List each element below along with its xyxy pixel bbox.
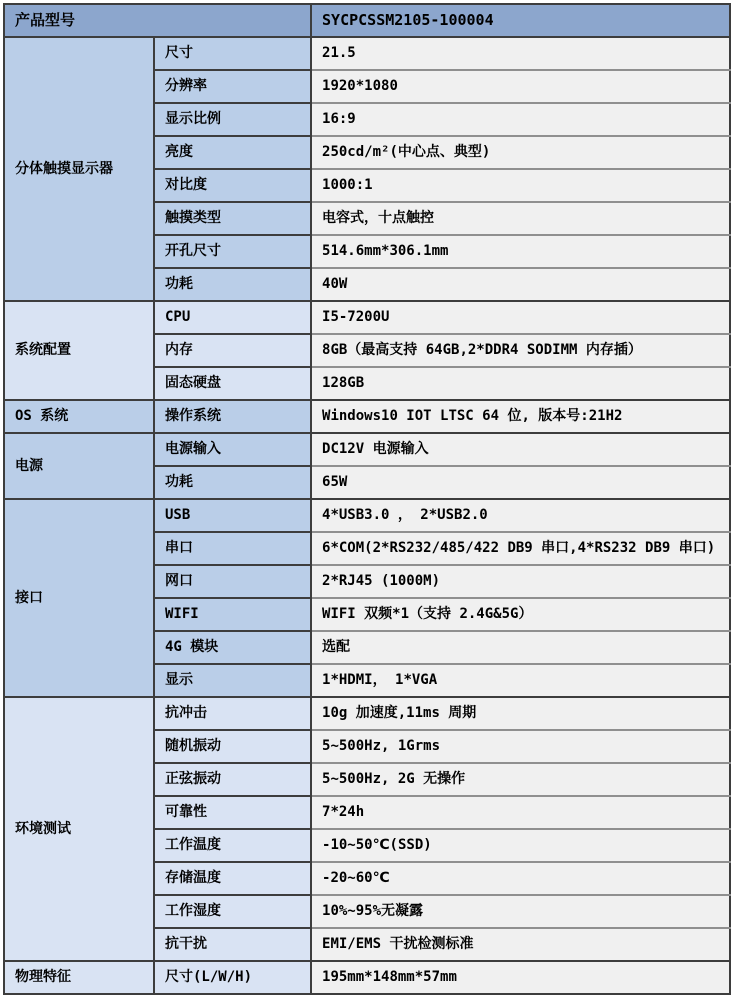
- attribute-label-cell: 尺寸: [154, 37, 311, 70]
- attribute-value-cell: 250cd/m²(中心点、典型): [311, 136, 730, 169]
- attribute-label-cell: 可靠性: [154, 796, 311, 829]
- attribute-label-cell: 固态硬盘: [154, 367, 311, 400]
- product-spec-table: [3, 3, 731, 995]
- section-name-cell: 接口: [4, 499, 154, 697]
- spec-row: [4, 697, 730, 730]
- attribute-label-cell: 开孔尺寸: [154, 235, 311, 268]
- attribute-value-cell: 10%~95%无凝露: [311, 895, 730, 928]
- spec-row: [4, 301, 730, 334]
- attribute-value-cell: 195mm*148mm*57mm: [311, 961, 730, 994]
- attribute-label-cell: USB: [154, 499, 311, 532]
- attribute-value-cell: 514.6mm*306.1mm: [311, 235, 730, 268]
- spec-row: [4, 400, 730, 433]
- attribute-label-cell: 随机振动: [154, 730, 311, 763]
- section-name-cell: 分体触摸显示器: [4, 37, 154, 301]
- attribute-value-cell: 1000:1: [311, 169, 730, 202]
- attribute-value-cell: 选配: [311, 631, 730, 664]
- attribute-value-cell: DC12V 电源输入: [311, 433, 730, 466]
- attribute-value-cell: 4*USB3.0 ， 2*USB2.0: [311, 499, 730, 532]
- section-name-cell: 环境测试: [4, 697, 154, 961]
- section-name-cell: 物理特征: [4, 961, 154, 994]
- attribute-value-cell: 128GB: [311, 367, 730, 400]
- attribute-label-cell: 内存: [154, 334, 311, 367]
- attribute-value-cell: 1920*1080: [311, 70, 730, 103]
- attribute-label-cell: 操作系统: [154, 400, 311, 433]
- attribute-value-cell: 7*24h: [311, 796, 730, 829]
- attribute-label-cell: 工作温度: [154, 829, 311, 862]
- attribute-value-cell: EMI/EMS 干扰检测标准: [311, 928, 730, 961]
- section-name-cell: 系统配置: [4, 301, 154, 400]
- spec-row: [4, 433, 730, 466]
- attribute-value-cell: -20~60℃: [311, 862, 730, 895]
- attribute-label-cell: 对比度: [154, 169, 311, 202]
- attribute-label-cell: 抗冲击: [154, 697, 311, 730]
- attribute-value-cell: I5-7200U: [311, 301, 730, 334]
- attribute-label-cell: 功耗: [154, 466, 311, 499]
- attribute-value-cell: 10g 加速度,11ms 周期: [311, 697, 730, 730]
- attribute-value-cell: 8GB（最高支持 64GB,2*DDR4 SODIMM 内存插）: [311, 334, 730, 367]
- spec-header-row: [4, 4, 730, 37]
- product-model-label: 产品型号: [4, 4, 311, 37]
- attribute-label-cell: CPU: [154, 301, 311, 334]
- section-name-cell: OS 系统: [4, 400, 154, 433]
- attribute-value-cell: 65W: [311, 466, 730, 499]
- product-model-value: SYCPCSSM2105-100004: [311, 4, 730, 37]
- attribute-value-cell: -10~50℃(SSD): [311, 829, 730, 862]
- attribute-label-cell: 电源输入: [154, 433, 311, 466]
- attribute-value-cell: 5~500Hz, 1Grms: [311, 730, 730, 763]
- attribute-label-cell: 显示: [154, 664, 311, 697]
- spec-row: [4, 499, 730, 532]
- attribute-label-cell: 网口: [154, 565, 311, 598]
- attribute-label-cell: 抗干扰: [154, 928, 311, 961]
- attribute-label-cell: 亮度: [154, 136, 311, 169]
- attribute-value-cell: 21.5: [311, 37, 730, 70]
- attribute-label-cell: 触摸类型: [154, 202, 311, 235]
- attribute-label-cell: 显示比例: [154, 103, 311, 136]
- attribute-label-cell: 存储温度: [154, 862, 311, 895]
- attribute-label-cell: 工作湿度: [154, 895, 311, 928]
- attribute-value-cell: 16:9: [311, 103, 730, 136]
- attribute-value-cell: 40W: [311, 268, 730, 301]
- attribute-label-cell: 4G 模块: [154, 631, 311, 664]
- attribute-value-cell: 电容式，十点触控: [311, 202, 730, 235]
- attribute-label-cell: 串口: [154, 532, 311, 565]
- attribute-value-cell: WIFI 双频*1（支持 2.4G&5G）: [311, 598, 730, 631]
- spec-row: [4, 961, 730, 994]
- attribute-value-cell: 5~500Hz, 2G 无操作: [311, 763, 730, 796]
- attribute-value-cell: 1*HDMI， 1*VGA: [311, 664, 730, 697]
- spec-row: [4, 37, 730, 70]
- attribute-value-cell: Windows10 IOT LTSC 64 位, 版本号:21H2: [311, 400, 730, 433]
- attribute-label-cell: WIFI: [154, 598, 311, 631]
- attribute-label-cell: 尺寸(L/W/H): [154, 961, 311, 994]
- attribute-label-cell: 功耗: [154, 268, 311, 301]
- attribute-label-cell: 正弦振动: [154, 763, 311, 796]
- attribute-value-cell: 2*RJ45 (1000M): [311, 565, 730, 598]
- attribute-label-cell: 分辨率: [154, 70, 311, 103]
- section-name-cell: 电源: [4, 433, 154, 499]
- spec-table-body: [4, 4, 730, 994]
- attribute-value-cell: 6*COM(2*RS232/485/422 DB9 串口,4*RS232 DB9 串口): [311, 532, 730, 565]
